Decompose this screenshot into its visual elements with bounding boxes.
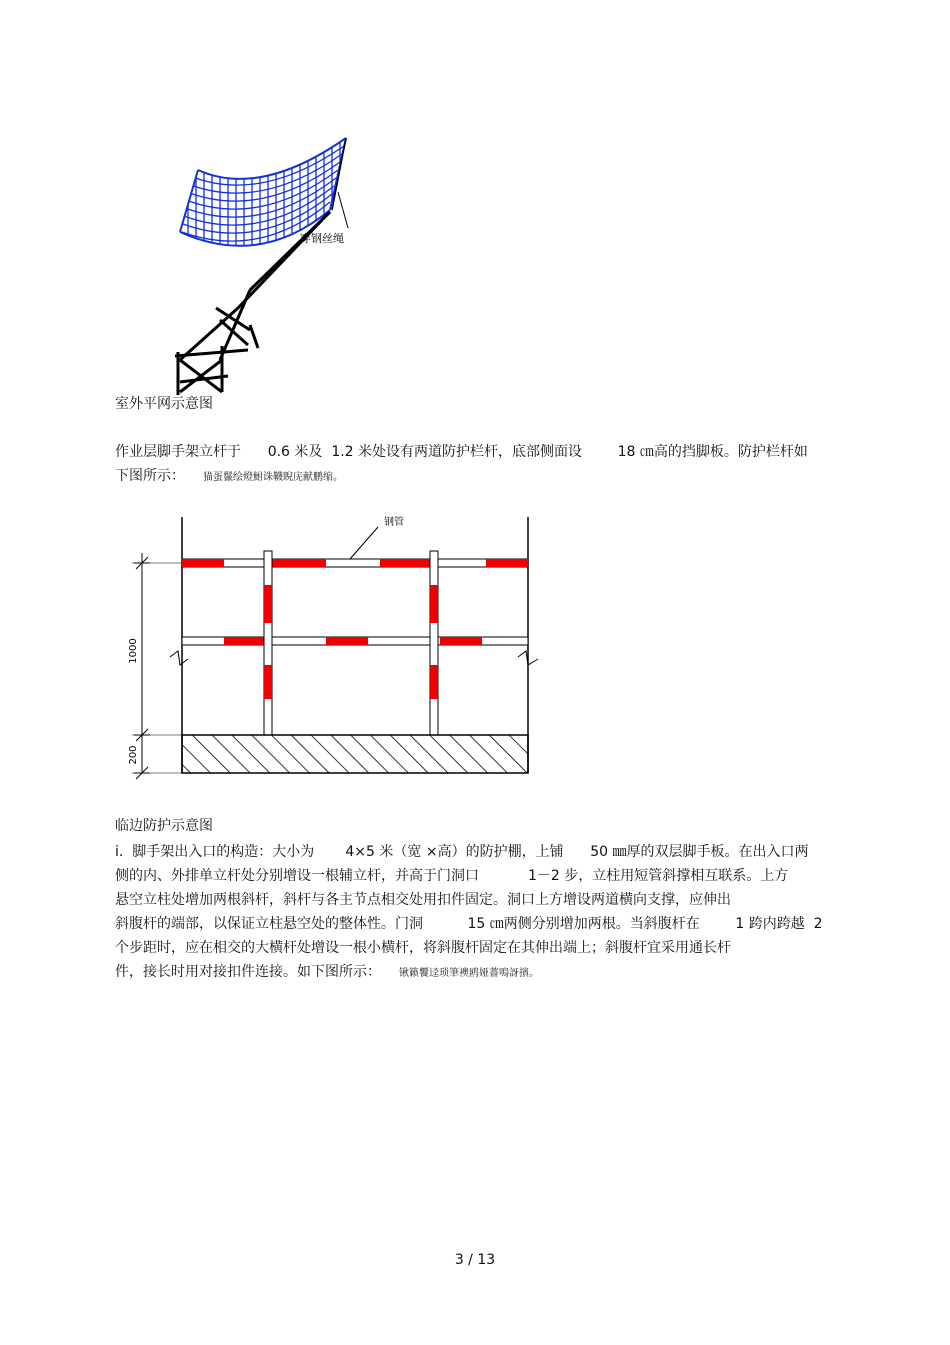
paragraph2-line2: 侧的内、外排单立杆处分别增设一根辅立杆，并高于门洞口 1－2 步，立柱用短管斜撑相互联系。上方 (115, 868, 789, 884)
figure1-caption: 室外平网示意图 (115, 396, 213, 412)
paragraph2-line6 (115, 962, 539, 984)
net-edge-left (180, 170, 198, 232)
label-leader (338, 192, 348, 228)
post-right (430, 551, 438, 735)
guardrail-figure (120, 505, 540, 795)
post-left (264, 551, 272, 735)
dim-1000-label: 1000 (128, 638, 139, 664)
pipe-leader (350, 527, 378, 559)
pipe-label: 钢管 (384, 517, 404, 528)
safety-net-figure (150, 130, 390, 400)
break-mark-left (170, 651, 188, 665)
paragraph1-line1: 作业层脚手架立杆于 0.6 米及 1.2 米处设有两道防护栏杆，底部侧面设 18 ㎝高的挡脚板。防护栏杆如 (115, 444, 808, 460)
paragraph2-line5: 个步距时，应在相交的大横杆处增设一根小横杆，将斜腹杆固定在其伸出端上；斜腹杆宜采用通长杆 (115, 940, 731, 956)
paragraph2-line6-text: 件，接长时用对接扣件连接。如下图所示： (115, 964, 381, 980)
page-number: 3 / 13 (454, 1252, 496, 1268)
paragraph2-line4: 斜腹杆的端部，以保证立柱悬空处的整体性。门洞 15 ㎝两侧分别增加两根。当斜腹杆在 1 跨内跨越 2 (115, 916, 823, 932)
figure2-caption: 临边防护示意图 (115, 818, 213, 834)
top-rail (182, 559, 528, 567)
middle-rail-red-segments (224, 637, 482, 645)
paragraph2-line1: i. 脚手架出入口的构造：大小为 4×5 米（宽 ×高）的防护棚，上铺 50 ㎜厚的双层脚手板。在出入口两 (115, 844, 809, 860)
paragraph2-line3: 悬空立柱处增加两根斜杆，斜杆与各主节点相交处用扣件固定。洞口上方增设两道横向支撑，应伸出 (115, 892, 731, 908)
paragraph1-line2-text: 下图所示： (115, 468, 185, 484)
toe-board (182, 735, 528, 773)
dim-200-label: 200 (128, 745, 139, 765)
paragraph1-line2 (115, 466, 343, 488)
paragraph2-noise: 锹籁饗迳琐筆襖鸥娅薔鳴訝擯。 (399, 968, 539, 979)
net-label: 穿钢丝绳 (300, 232, 344, 245)
paragraph1-noise: 猫蛋鬣绘燈鮒诛韈睨庑献鹏缩。 (203, 472, 343, 483)
